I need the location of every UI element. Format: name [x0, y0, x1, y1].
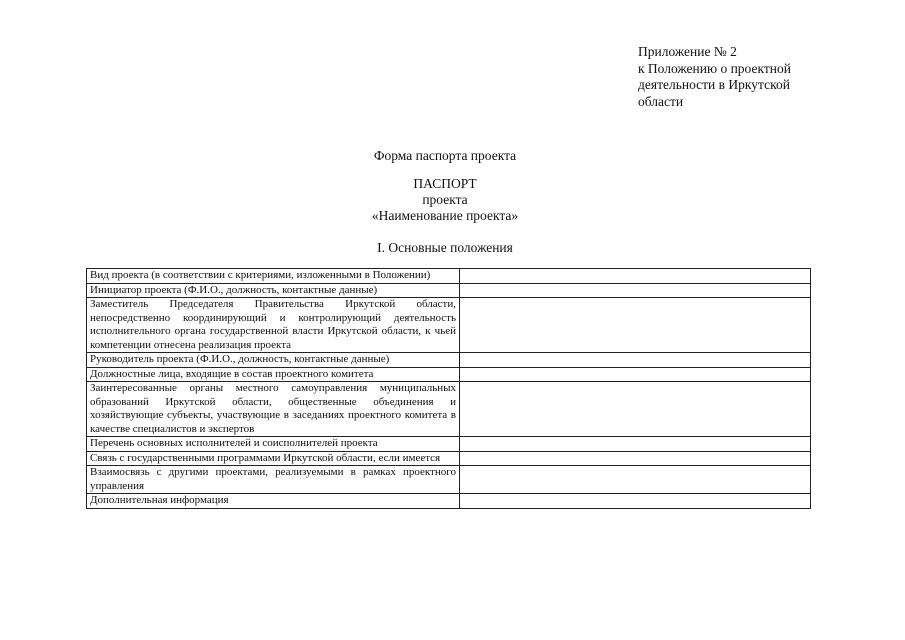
table-row	[87, 382, 811, 437]
passport-title: ПАСПОРТ	[413, 176, 477, 191]
row-label-additional-info: Дополнительная информация	[87, 494, 460, 509]
row-value-related-projects	[460, 466, 811, 494]
row-value-initiator	[460, 283, 811, 298]
appendix-line-2: к Положению о проектной	[638, 60, 791, 76]
row-value-state-programs	[460, 451, 811, 466]
row-label-committee-officials: Должностные лица, входящие в состав проектного комитета	[87, 367, 460, 382]
appendix-line-3: деятельности в Иркутской	[638, 77, 790, 92]
row-label-initiator: Инициатор проекта (Ф.И.О., должность, контактные данные)	[87, 283, 460, 298]
appendix-line-1: Приложение № 2	[638, 44, 737, 59]
form-title: Форма паспорта проекта	[373, 148, 517, 163]
table-row	[87, 437, 811, 452]
row-value-project-manager	[460, 353, 811, 368]
table-row	[87, 298, 811, 353]
section-title: I. Основные положения	[377, 240, 513, 255]
row-label-project-type: Вид проекта (в соответствии с критериями, изложенными в Положении)	[87, 269, 460, 284]
table-row	[87, 269, 811, 284]
passport-table	[86, 268, 811, 509]
row-value-stakeholders	[460, 382, 811, 437]
table-row	[87, 466, 811, 494]
table-row	[87, 353, 811, 368]
table-row	[87, 451, 811, 466]
appendix-line-4: области	[638, 93, 684, 109]
row-label-related-projects: Взаимосвязь с другими проектами, реализуемыми в рамках проектного управления	[87, 466, 460, 494]
passport-heading	[0, 176, 890, 224]
row-label-deputy-chairman: Заместитель Председателя Правительства Иркутской области, непосредственно координирующий и контролирующий деятельность исполнительного органа государственной власти Иркутской области, к чьей компетенции отнесена реализация проекта	[87, 298, 460, 353]
row-label-project-manager: Руководитель проекта (Ф.И.О., должность, контактные данные)	[87, 353, 460, 368]
project-name: «Наименование проекта»	[371, 208, 519, 223]
row-value-deputy-chairman	[460, 298, 811, 353]
row-value-executors	[460, 437, 811, 452]
appendix-header	[638, 44, 888, 110]
row-label-state-programs: Связь с государственными программами Иркутской области, если имеется	[87, 451, 460, 466]
table-row	[87, 283, 811, 298]
passport-subtitle: проекта	[422, 192, 468, 207]
table-row	[87, 367, 811, 382]
row-label-executors: Перечень основных исполнителей и соисполнителей проекта	[87, 437, 460, 452]
row-label-stakeholders: Заинтересованные органы местного самоуправления муниципальных образований Иркутской области, общественные объединения и хозяйствующие субъекты, участвующие в заседаниях проектного комитета в качестве специалистов и экспертов	[87, 382, 460, 437]
row-value-committee-officials	[460, 367, 811, 382]
table-row	[87, 494, 811, 509]
row-value-additional-info	[460, 494, 811, 509]
row-value-project-type	[460, 269, 811, 284]
